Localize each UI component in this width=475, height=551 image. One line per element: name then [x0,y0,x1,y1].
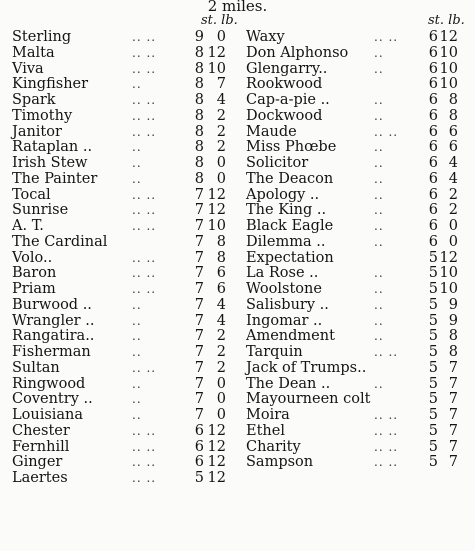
weight-stones: 7 [194,296,204,313]
horse-entry-row [246,266,474,282]
weight-stones: 8 [194,107,204,124]
weight-stones: 6 [428,155,438,171]
weight-stones: 6 [428,92,438,108]
weight-stones: 5 [428,296,438,313]
weight-stones: 7 [194,249,204,266]
weight-stones: 6 [194,454,204,471]
horse-name: Tarquin [246,344,303,360]
horse-entry-row [12,345,232,361]
horse-entry-row [246,219,474,235]
horse-entry-row [12,156,232,172]
weight-pounds: 10 [439,281,458,297]
weight-pounds: 2 [216,139,226,156]
weight-stones: 6 [428,29,438,45]
weight-pounds: 4 [448,170,458,187]
horse-entry-row [246,345,474,361]
weight-pounds: 12 [207,202,226,219]
horse-entry-row [12,455,232,471]
horse-entry-row [12,46,232,62]
horse-name: Viva [12,60,44,77]
weight-pounds: 10 [439,60,458,77]
weight-pounds: 4 [216,296,226,313]
leader-dots: .. .. [132,219,157,233]
horse-name: Irish Stew [12,155,88,171]
weight-stones: 7 [194,359,204,376]
weight-pounds: 7 [448,359,458,376]
horse-entry-row [12,188,232,204]
weight-stones: 7 [194,407,204,423]
leader-dots: .. .. [132,93,157,107]
weight-stones: 5 [428,249,438,266]
horse-entry-row [246,109,474,125]
weight-pounds: 7 [448,454,458,471]
horse-entry-row [12,408,232,424]
leader-dots: .. .. [132,187,157,202]
weight-pounds: 2 [216,328,226,345]
weight-pounds: 10 [439,265,458,282]
horse-name: Don Alphonso [246,44,349,61]
horse-entry-row [246,361,474,377]
horse-name: Burwood .. [12,296,92,313]
horse-entry-row [12,314,232,330]
weight-pounds: 2 [216,123,226,140]
horse-name: Fernhill [12,438,70,455]
leader-dots: .. [132,156,142,170]
horse-entry-row [246,408,474,424]
weight-stones: 6 [428,233,438,250]
horse-entry-row [12,377,232,393]
weight-stones: 5 [428,438,438,455]
horse-name: Woolstone [246,281,322,297]
leader-dots: .. [374,297,384,312]
horse-entry-row [12,203,232,219]
leader-dots: .. .. [374,345,399,359]
weight-pounds: 12 [207,44,226,61]
weight-pounds: 2 [448,202,458,219]
horse-entry-row [246,298,474,314]
horse-entry-row [12,392,232,408]
weight-stones: 6 [428,44,438,61]
weight-pounds: 10 [207,60,226,77]
weight-stones: 8 [194,76,204,93]
weight-pounds: 6 [216,281,226,297]
horse-name: Mayourneen colt [246,391,371,408]
leader-dots: .. .. [132,266,157,281]
weight-units-left: st. lb. [201,13,238,28]
weight-pounds: 0 [448,218,458,234]
weight-stones: 8 [194,123,204,140]
leader-dots: .. [374,376,384,391]
weight-stones: 8 [194,92,204,108]
leader-dots: .. [132,376,142,391]
horse-name: The Dean .. [246,375,331,392]
horse-name: Waxy [246,29,285,45]
leader-dots: .. [374,140,384,155]
horse-name: The King .. [246,202,327,219]
weight-pounds: 12 [207,186,226,203]
leader-dots: .. [132,345,142,359]
horse-entry-row [246,62,474,78]
leader-dots: .. [374,234,384,249]
weight-pounds: 12 [207,454,226,471]
leader-dots: .. .. [132,282,157,296]
leader-dots: .. .. [374,30,399,44]
horse-name: Amendment [246,328,335,345]
weight-stones: 6 [194,422,204,439]
horse-name: Moira [246,407,290,423]
horse-entry-row [12,125,232,141]
weight-stones: 5 [428,454,438,471]
weight-pounds: 12 [207,470,226,486]
leader-dots: .. [374,219,384,233]
horse-name: Dockwood [246,107,323,124]
weight-pounds: 8 [448,328,458,345]
leader-dots: .. [132,140,142,155]
horse-entry-row [246,125,474,141]
horse-name: Miss Phœbe [246,139,337,156]
weight-stones: 6 [428,60,438,77]
horse-entry-row [246,203,474,219]
leader-dots: .. [374,45,384,60]
weight-pounds: 0 [448,233,458,250]
horse-name: La Rose .. [246,265,319,282]
weight-pounds: 6 [448,123,458,140]
leader-dots: .. .. [374,124,399,139]
horse-name: Glengarry.. [246,60,328,77]
weight-stones: 7 [194,218,204,234]
horse-name: Solicitor [246,155,309,171]
weight-pounds: 10 [207,218,226,234]
weight-stones: 8 [194,170,204,187]
weight-pounds: 9 [448,312,458,329]
horse-entry-row [246,424,474,440]
weight-pounds: 10 [439,44,458,61]
leader-dots: .. [132,408,142,422]
weight-stones: 8 [194,60,204,77]
leader-dots: .. [374,93,384,107]
horse-name: Charity [246,438,301,455]
weight-pounds: 0 [216,170,226,187]
weight-stones: 7 [194,265,204,282]
horse-entry-row [12,251,232,267]
weight-stones: 7 [194,233,204,250]
horse-name: Baron [12,265,57,282]
weight-stones: 6 [428,76,438,93]
horse-name: Kingfisher [12,76,89,93]
horse-name: Expectation [246,249,334,266]
weight-stones: 9 [194,29,204,45]
weight-stones: 5 [428,281,438,297]
horse-name: Jack of Trumps.. [246,359,367,376]
horse-entry-row [246,282,474,298]
weight-stones: 6 [428,123,438,140]
horse-entry-row [12,62,232,78]
weight-stones: 7 [194,202,204,219]
horse-name: Sultan [12,359,60,376]
weight-stones: 7 [194,375,204,392]
weight-pounds: 8 [448,107,458,124]
weight-pounds: 0 [216,391,226,408]
horse-name: Louisiana [12,407,84,423]
horse-entry-row [12,266,232,282]
horse-name: Rataplan .. [12,139,93,156]
horse-name: Black Eagle [246,218,334,234]
horse-entry-row [12,140,232,156]
horse-entry-row [246,251,474,267]
horse-entry-row [246,392,474,408]
weight-stones: 6 [428,170,438,187]
leader-dots: .. .. [132,439,157,454]
leader-dots: .. .. [132,124,157,139]
weight-pounds: 6 [448,139,458,156]
horse-name: Dilemma .. [246,233,326,250]
weight-stones: 6 [194,438,204,455]
weight-pounds: 4 [216,312,226,329]
leader-dots: .. .. [132,30,157,44]
horse-name: Fisherman [12,344,91,360]
weight-pounds: 9 [448,296,458,313]
horse-name: Apology .. [246,186,320,203]
leader-dots: .. [132,171,142,186]
weight-pounds: 12 [439,249,458,266]
weight-pounds: 7 [448,407,458,423]
leader-dots: .. .. [374,439,399,454]
weight-pounds: 0 [216,155,226,171]
leader-dots: .. [374,187,384,202]
horse-name: Chester [12,422,70,439]
weight-pounds: 12 [207,422,226,439]
horse-entry-row [12,282,232,298]
weight-stones: 8 [194,139,204,156]
horse-entry-row [246,172,474,188]
leader-dots: .. [374,156,384,170]
weight-stones: 8 [194,44,204,61]
horse-name: Ingomar .. [246,312,323,329]
weight-pounds: 8 [216,233,226,250]
weight-stones: 7 [194,312,204,329]
leader-dots: .. .. [132,455,157,470]
horse-entry-row [246,440,474,456]
horse-entry-row [246,140,474,156]
weight-stones: 8 [194,155,204,171]
horse-name: Malta [12,44,55,61]
leader-dots: .. [374,282,384,296]
horse-name: Janitor [12,123,62,140]
horse-name: Ringwood [12,375,86,392]
horse-entry-row [12,471,232,487]
weight-stones: 7 [194,281,204,297]
horse-entry-row [246,30,474,46]
weight-stones: 5 [428,422,438,439]
weight-pounds: 12 [207,438,226,455]
horse-name: Salisbury .. [246,296,329,313]
weight-pounds: 0 [216,375,226,392]
horse-name: Maude [246,123,297,140]
horse-name: Coventry .. [12,391,93,408]
horse-name: The Cardinal [12,233,108,250]
leader-dots: .. [132,313,142,328]
horse-entry-row [246,377,474,393]
horse-entry-row [12,424,232,440]
horse-name: Cap-a-pie .. [246,92,330,108]
horse-name: Ginger [12,454,63,471]
horse-name: Spark [12,92,56,108]
leader-dots: .. .. [132,61,157,76]
leader-dots: .. .. [374,408,399,422]
horse-entry-row [12,172,232,188]
weight-pounds: 7 [448,375,458,392]
weight-stones: 5 [428,328,438,345]
weight-pounds: 2 [216,107,226,124]
weight-pounds: 2 [448,186,458,203]
weight-stones: 6 [428,107,438,124]
weight-pounds: 0 [216,29,226,45]
horse-name: Sterling [12,29,72,45]
horse-entry-row [246,329,474,345]
horse-name: Sampson [246,454,314,471]
horse-entry-row [12,440,232,456]
weight-pounds: 8 [448,344,458,360]
leader-dots: .. [374,171,384,186]
leader-dots: .. [132,392,142,407]
horse-entry-row [246,156,474,172]
leader-dots: .. [374,203,384,218]
race-distance-heading: 2 miles. [207,0,268,15]
leader-dots: .. .. [132,250,157,265]
weight-pounds: 4 [216,92,226,108]
leader-dots: .. [132,77,142,92]
horse-entry-row [246,93,474,109]
weight-pounds: 8 [448,92,458,108]
horse-entry-row [246,77,474,93]
weight-pounds: 8 [216,249,226,266]
horse-entry-row [12,219,232,235]
leader-dots: .. [374,108,384,123]
weight-stones: 5 [428,265,438,282]
leader-dots: .. [132,297,142,312]
weight-units-right: st. lb. [428,13,465,28]
horse-name: Wrangler .. [12,312,95,329]
weight-stones: 5 [428,344,438,360]
horse-entry-row [246,235,474,251]
horse-entry-row [246,455,474,471]
leader-dots: .. .. [132,471,157,485]
horse-name: Ethel [246,422,285,439]
leader-dots: .. [374,61,384,76]
weight-stones: 5 [428,407,438,423]
horse-entry-row [12,361,232,377]
horse-entry-row [12,77,232,93]
leader-dots: .. .. [132,203,157,218]
horse-name: Volo.. [12,249,53,266]
horse-name: Rangatira.. [12,328,95,345]
leader-dots: .. .. [132,423,157,438]
weight-pounds: 2 [216,344,226,360]
weight-pounds: 4 [448,155,458,171]
weight-stones: 7 [194,328,204,345]
weight-stones: 7 [194,186,204,203]
leader-dots: .. .. [374,423,399,438]
horse-entry-row [12,235,232,251]
horse-name: The Painter [12,170,98,187]
weight-stones: 6 [428,218,438,234]
weight-stones: 5 [428,391,438,408]
horse-entry-row [12,30,232,46]
weight-pounds: 7 [448,422,458,439]
horse-name: A. T. [12,218,44,234]
horse-name: Priam [12,281,56,297]
leader-dots: .. [374,329,384,344]
leader-dots: .. [132,329,142,344]
horse-entry-row [12,93,232,109]
horse-entry-row [12,109,232,125]
weight-stones: 6 [428,186,438,203]
weight-pounds: 2 [216,359,226,376]
weight-pounds: 10 [439,76,458,93]
weight-stones: 5 [428,312,438,329]
horse-entry-row [12,298,232,314]
leader-dots: .. .. [374,455,399,470]
horse-name: Tocal [12,186,51,203]
weight-stones: 6 [428,202,438,219]
horse-entry-row [246,188,474,204]
right-weights-column [246,30,474,471]
horse-entry-row [246,314,474,330]
left-weights-column [12,30,232,487]
leader-dots: .. .. [132,360,157,375]
weight-pounds: 7 [448,391,458,408]
horse-name: The Deacon [246,170,334,187]
weight-pounds: 0 [216,407,226,423]
horse-name: Laertes [12,470,68,486]
weight-pounds: 6 [216,265,226,282]
weight-stones: 7 [194,391,204,408]
horse-name: Rookwood [246,76,323,93]
leader-dots: .. .. [132,45,157,60]
weight-stones: 5 [428,359,438,376]
horse-name: Timothy [12,107,73,124]
weight-pounds: 7 [216,76,226,93]
weight-pounds: 12 [439,29,458,45]
weight-stones: 5 [428,375,438,392]
weight-pounds: 7 [448,438,458,455]
leader-dots: .. [374,313,384,328]
horse-name: Sunrise [12,202,69,219]
leader-dots: .. .. [132,108,157,123]
weight-stones: 6 [428,139,438,156]
weight-stones: 7 [194,344,204,360]
weight-stones: 5 [194,470,204,486]
horse-entry-row [12,329,232,345]
horse-entry-row [246,46,474,62]
leader-dots: .. [374,266,384,281]
